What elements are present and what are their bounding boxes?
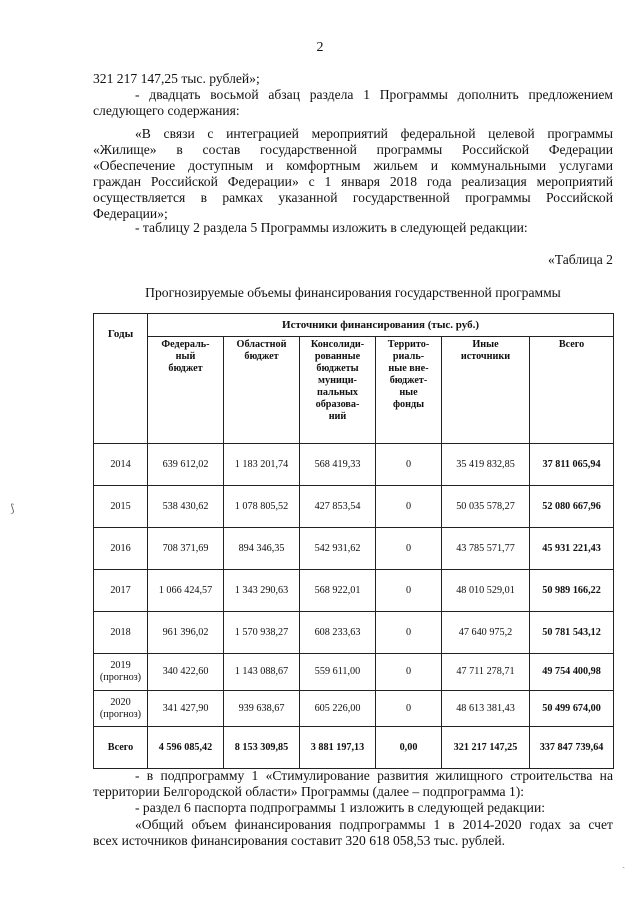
margin-scan-mark: ⟆: [10, 503, 15, 515]
header-years: Годы: [94, 314, 148, 444]
cell-federal: 4 596 085,42: [148, 727, 224, 769]
text-line: осуществляется в рамках указанной государственной программы Российской: [93, 190, 613, 205]
cell-territorial: 0: [376, 528, 442, 570]
cell-municipal: 427 853,54: [300, 486, 376, 528]
cell-federal: 341 427,90: [148, 691, 224, 727]
text-line: Федерации»;: [93, 206, 168, 221]
cell-territorial: 0: [376, 612, 442, 654]
cell-total: 52 080 667,96: [530, 486, 614, 528]
cell-year: [94, 654, 148, 691]
cell-federal: 961 396,02: [148, 612, 224, 654]
table-row: [94, 691, 614, 727]
table-title: Прогнозируемые объемы финансирования государственной программы: [145, 285, 561, 300]
table-row: [94, 570, 614, 612]
cell-total: 45 931 221,43: [530, 528, 614, 570]
cell-territorial: 0: [376, 654, 442, 691]
cell-regional: 1 343 290,63: [224, 570, 300, 612]
text-line: следующего содержания:: [93, 103, 240, 118]
table-total-row: [94, 727, 614, 769]
year-value: 2020: [110, 696, 131, 708]
cell-year: [94, 691, 148, 727]
cell-other: 47 711 278,71: [442, 654, 530, 691]
table-row: [94, 612, 614, 654]
text-line: - в подпрограмму 1 «Стимулирование развития жилищного строительства на: [135, 768, 613, 783]
cell-regional: 939 638,67: [224, 691, 300, 727]
cell-total: 50 499 674,00: [530, 691, 614, 727]
cell-municipal: 568 922,01: [300, 570, 376, 612]
cell-other: 48 613 381,43: [442, 691, 530, 727]
text-line: всех источников финансирования составит 320 618 058,53 тыс. рублей.: [93, 833, 506, 848]
cell-territorial: 0,00: [376, 727, 442, 769]
cell-total: 50 989 166,22: [530, 570, 614, 612]
text-line: 321 217 147,25 тыс. рублей»;: [93, 71, 260, 86]
cell-federal: 340 422,60: [148, 654, 224, 691]
header-regional: Областной бюджет: [224, 337, 300, 444]
cell-total: 337 847 739,64: [530, 727, 614, 769]
table-row: [94, 444, 614, 486]
text-line: «Общий объем финансирования подпрограммы 1 в 2014-2020 годах за счет: [135, 817, 613, 832]
header-territorial: Террито- риаль- ные вне- бюджет- ные фонды: [376, 337, 442, 444]
cell-territorial: 0: [376, 570, 442, 612]
cell-year: 2018: [94, 612, 148, 654]
cell-municipal: 559 611,00: [300, 654, 376, 691]
header-sources: Источники финансирования (тыс. руб.): [148, 314, 614, 337]
table-row: [94, 528, 614, 570]
cell-regional: 1 183 201,74: [224, 444, 300, 486]
table-row: [94, 654, 614, 691]
text-line: территории Белгородской области» Программы (далее – подпрограмма 1):: [93, 784, 525, 799]
cell-municipal: 605 226,00: [300, 691, 376, 727]
cell-year: 2017: [94, 570, 148, 612]
cell-total: 50 781 543,12: [530, 612, 614, 654]
cell-total: 49 754 400,98: [530, 654, 614, 691]
cell-regional: 1 570 938,27: [224, 612, 300, 654]
cell-regional: 1 078 805,52: [224, 486, 300, 528]
text-line: - двадцать восьмой абзац раздела 1 Программы дополнить предложением: [135, 87, 613, 102]
text-line: «Жилище» в состав государственной программы Российской Федерации: [93, 142, 613, 157]
cell-year: 2014: [94, 444, 148, 486]
cell-municipal: 3 881 197,13: [300, 727, 376, 769]
header-federal: Федераль- ный бюджет: [148, 337, 224, 444]
year-value: 2019: [110, 660, 131, 671]
text-line: - таблицу 2 раздела 5 Программы изложить в следующей редакции:: [135, 220, 528, 235]
cell-year: 2015: [94, 486, 148, 528]
text-line: - раздел 6 паспорта подпрограммы 1 изложить в следующей редакции:: [135, 800, 546, 815]
cell-territorial: 0: [376, 486, 442, 528]
year-note: (прогноз): [99, 672, 142, 683]
corner-scan-mark: ˎ: [622, 858, 626, 869]
cell-year: Всего: [94, 727, 148, 769]
year-note: (прогноз): [99, 708, 142, 720]
cell-federal: 708 371,69: [148, 528, 224, 570]
table-label: «Таблица 2: [548, 252, 613, 267]
cell-regional: 894 346,35: [224, 528, 300, 570]
cell-regional: 1 143 088,67: [224, 654, 300, 691]
cell-municipal: 542 931,62: [300, 528, 376, 570]
text-line: «В связи с интеграцией мероприятий федеральной целевой программы: [135, 126, 613, 141]
cell-regional: 8 153 309,85: [224, 727, 300, 769]
cell-territorial: 0: [376, 444, 442, 486]
cell-other: 43 785 571,77: [442, 528, 530, 570]
cell-federal: 1 066 424,57: [148, 570, 224, 612]
cell-federal: 639 612,02: [148, 444, 224, 486]
header-other: Иные источники: [442, 337, 530, 444]
text-line: «Обеспечение доступным и комфортным жильем и коммунальными услугами: [93, 158, 613, 173]
cell-municipal: 608 233,63: [300, 612, 376, 654]
cell-other: 48 010 529,01: [442, 570, 530, 612]
header-total: Всего: [530, 337, 614, 444]
cell-federal: 538 430,62: [148, 486, 224, 528]
cell-year: 2016: [94, 528, 148, 570]
cell-total: 37 811 065,94: [530, 444, 614, 486]
cell-other: 50 035 578,27: [442, 486, 530, 528]
cell-other: 35 419 832,85: [442, 444, 530, 486]
header-municipal: Консолиди- рованные бюджеты муници- пальных образова- ний: [300, 337, 376, 444]
table-row: [94, 486, 614, 528]
page-number: 2: [316, 40, 324, 55]
cell-municipal: 568 419,33: [300, 444, 376, 486]
cell-other: 321 217 147,25: [442, 727, 530, 769]
financing-table: [93, 313, 614, 769]
text-line: граждан Российской Федерации» с 1 января 2018 года реализация мероприятий: [93, 174, 613, 189]
cell-other: 47 640 975,2: [442, 612, 530, 654]
cell-territorial: 0: [376, 691, 442, 727]
